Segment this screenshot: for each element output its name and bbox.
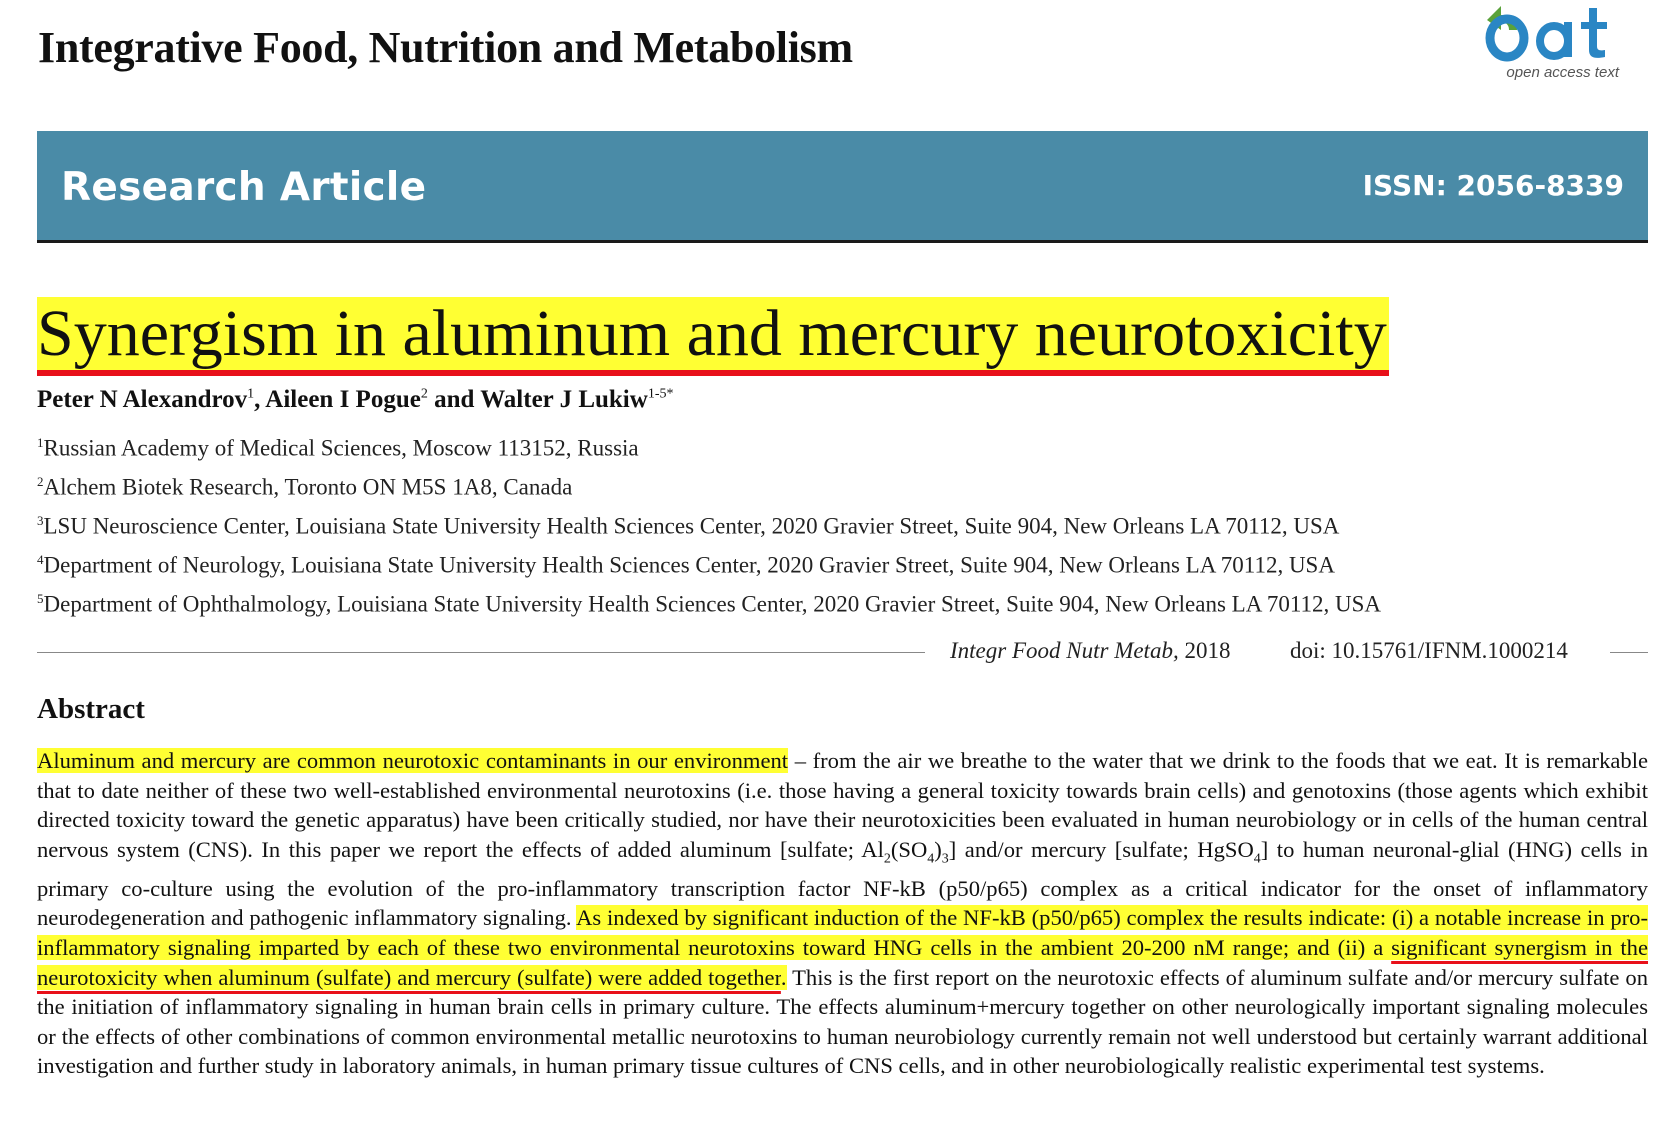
author-affiliation-sup: 1-5* xyxy=(647,386,674,402)
abstract-highlight-2: As indexed by significant induction of the NF-kB (p50/p65) complex the results indicate: (i) a notable increase in pro-inflammatory signaling imparted by each of these two environmental neurotoxins toward HNG cells in the ambient 20-200 nM range; and (ii) a xyxy=(37,905,1648,961)
abstract-highlight-period: . xyxy=(780,964,787,990)
divider-right xyxy=(1610,652,1648,653)
affiliation-text: Department of Neurology, Louisiana State University Health Sciences Center, 2020 Gravier Street, Suite 904, New Orleans LA 70112, USA xyxy=(43,552,1335,578)
affiliation-4 xyxy=(37,552,1335,579)
abstract-heading: Abstract xyxy=(37,693,145,725)
citation-year: 2018 xyxy=(1178,638,1231,663)
abstract-highlight-underlined: significant synergism in the neurotoxicity when aluminum (sulfate) and mercury (sulfate) were added together xyxy=(37,935,1649,990)
author-name[interactable]: Walter J Lukiw xyxy=(480,386,648,413)
citation xyxy=(950,638,1230,664)
affiliation-number: 3 xyxy=(37,513,44,528)
oat-logo[interactable] xyxy=(1477,0,1627,86)
issn-label: ISSN: 2056-8339 xyxy=(1362,169,1624,202)
author-separator: , xyxy=(254,386,266,413)
affiliation-text: Alchem Biotek Research, Toronto ON M5S 1A8, Canada xyxy=(43,474,573,500)
abstract-text-4: This is the first report on the neurotoxic effects of aluminum sulfate and/or mercury sulfate on the initiation of inflammatory signaling in human brain cells in primary culture. The effects aluminum+mercury together on other neurologically important signaling molecules or the effects of other combinations of common environmental metallic neurotoxins to human neurobiology currently remain not well understood but certainly warrant additional investigation and further study in laboratory animals, in human primary tissue cultures of CNS cells, and in other neurobiologically realistic experimental test systems. xyxy=(37,964,1648,1079)
article-title-text: Synergism in aluminum and mercury neurotoxicity xyxy=(37,297,1389,376)
affiliation-text: Russian Academy of Medical Sciences, Moscow 113152, Russia xyxy=(43,435,639,461)
subscript: 4 xyxy=(927,851,935,867)
author-name[interactable]: Aileen I Pogue xyxy=(265,386,421,413)
abstract-highlight-1: Aluminum and mercury are common neurotoxic contaminants in our environment xyxy=(37,748,789,773)
abstract-text-2: ] and/or mercury [sulfate; HgSO xyxy=(948,836,1254,862)
abstract-text-3: ] to human neuronal-glial (HNG) cells in primary co-culture using the evolution of the pro-inflammatory transcription factor NF-kB (p50/p65) complex as a critical indicator for the onset of inflammatory neurodegeneration and pathogenic inflammatory signaling. xyxy=(37,836,1649,931)
article-title xyxy=(37,296,1389,372)
affiliation-2 xyxy=(37,474,572,501)
doi-link[interactable]: doi: 10.15761/IFNM.1000214 xyxy=(1290,638,1568,663)
oat-logo-icon xyxy=(1477,0,1627,70)
affiliation-number: 5 xyxy=(37,591,44,606)
author-affiliation-sup: 2 xyxy=(420,386,428,402)
divider-left xyxy=(37,652,925,653)
affiliation-1 xyxy=(37,435,639,462)
affiliation-number: 1 xyxy=(37,435,44,450)
author-separator: and xyxy=(427,386,481,413)
affiliation-number: 4 xyxy=(37,552,44,567)
subscript: 3 xyxy=(941,851,949,867)
subscript: 2 xyxy=(883,851,891,867)
affiliation-text: LSU Neuroscience Center, Louisiana State University Health Sciences Center, 2020 Gravier Street, Suite 904, New Orleans LA 70112, USA xyxy=(43,513,1340,539)
affiliation-3 xyxy=(37,513,1339,540)
affiliation-text: Department of Ophthalmology, Louisiana State University Health Sciences Center, 2020 Gravier Street, Suite 904, New Orleans LA 70112, USA xyxy=(43,591,1381,617)
abstract-body xyxy=(37,746,1648,1081)
journal-title: Integrative Food, Nutrition and Metabolism xyxy=(38,23,853,72)
subscript: 4 xyxy=(1253,851,1261,867)
author-name[interactable]: Peter N Alexandrov xyxy=(37,386,248,413)
logo-tagline: open access text xyxy=(1506,64,1619,81)
article-type-banner xyxy=(37,131,1648,243)
author-list xyxy=(37,386,673,414)
abstract-text-1: – from the air we breathe to the water that we drink to the foods that we eat. It is remarkable that to date neither of these two well-established environmental neurotoxins (i.e. those having a general toxicity towards brain cells) and genotoxins (those agents which exhibit directed toxicity toward the genetic apparatus) have been critically studied, nor have their neurotoxicities been evaluated in human neurobiology or in cells of the human central nervous system (CNS). In this paper we report the effects of added aluminum [sulfate; Al xyxy=(37,748,1649,862)
formula-part: (SO xyxy=(890,836,928,862)
article-type-label: Research Article xyxy=(61,165,427,210)
formula-part: ) xyxy=(934,836,942,862)
affiliation-5 xyxy=(37,591,1381,618)
affiliation-number: 2 xyxy=(37,474,44,489)
author-affiliation-sup: 1 xyxy=(247,386,255,402)
citation-journal: Integr Food Nutr Metab, xyxy=(950,638,1179,663)
